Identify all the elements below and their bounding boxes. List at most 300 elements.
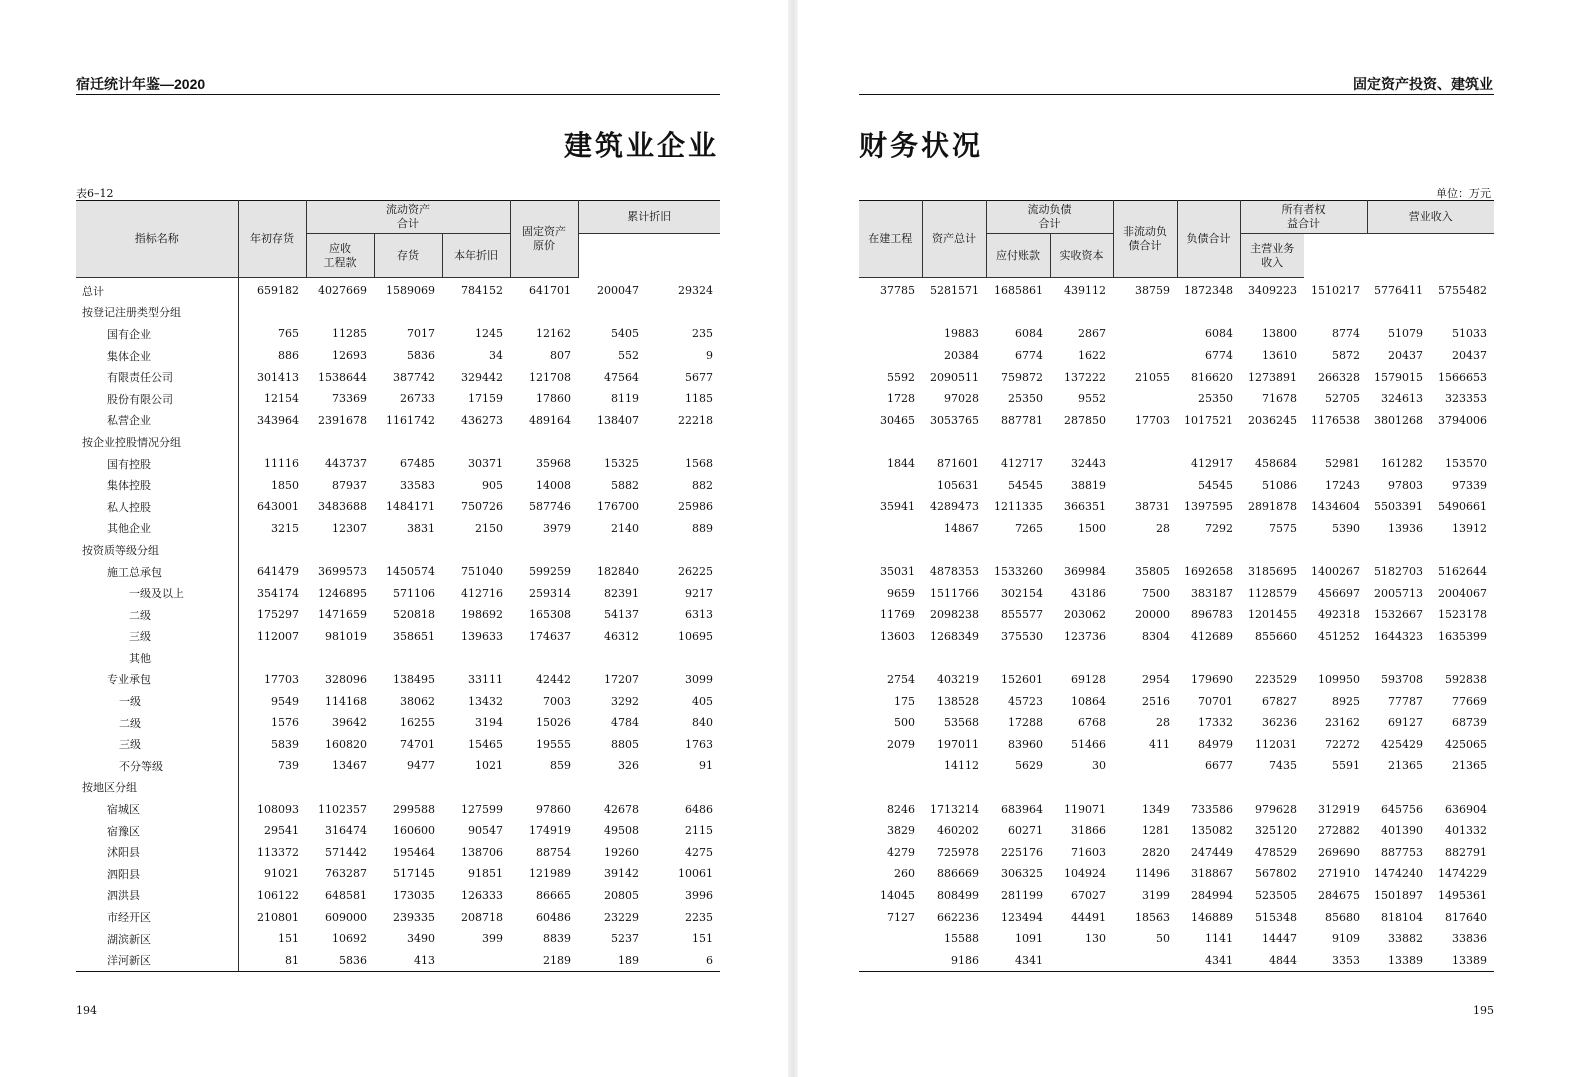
right-page xyxy=(793,0,1587,1077)
table-cell xyxy=(859,539,922,561)
table-cell: 35968 xyxy=(536,457,572,471)
table-cell: 1349 xyxy=(1142,802,1170,816)
table-cell: 86665 xyxy=(536,888,572,902)
table-cell: 189 xyxy=(578,949,646,971)
col-header-owners-equity: 所有者权 益合计 xyxy=(1240,201,1367,234)
table-cell: 29541 xyxy=(264,824,299,838)
table-cell: 15588 xyxy=(944,932,979,946)
table-cell xyxy=(859,474,922,496)
table-cell: 113372 xyxy=(257,845,299,859)
table-cell: 807 xyxy=(550,349,572,363)
table-cell: 15465 xyxy=(468,737,504,751)
table-cell xyxy=(306,539,374,561)
table-cell: 587746 xyxy=(529,500,572,514)
table-cell: 412917 xyxy=(1191,457,1233,471)
table-cell: 28 xyxy=(1156,521,1170,535)
table-cell: 326 xyxy=(618,759,640,773)
table-cell: 2090511 xyxy=(930,370,979,384)
table-cell: 2820 xyxy=(1142,845,1170,859)
table-cell: 81 xyxy=(238,949,306,971)
table-cell: 14112 xyxy=(944,759,979,773)
table-cell: 12154 xyxy=(264,392,299,406)
table-cell: 1692658 xyxy=(1184,565,1233,579)
table-cell xyxy=(1050,949,1113,971)
table-cell: 160600 xyxy=(393,824,435,838)
table-cell: 14045 xyxy=(880,888,915,902)
table-cell: 10864 xyxy=(1071,694,1106,708)
table-cell xyxy=(374,647,442,669)
table-cell xyxy=(1050,539,1113,561)
table-cell xyxy=(859,755,922,777)
table-row xyxy=(859,626,1494,648)
table-cell: 1510217 xyxy=(1311,284,1360,298)
table-cell xyxy=(646,431,720,453)
table-cell: 21365 xyxy=(1452,759,1487,773)
table-cell: 174919 xyxy=(529,824,572,838)
row-label: 施工总承包 xyxy=(76,561,238,583)
table-cell: 3292 xyxy=(611,694,640,708)
table-cell: 7575 xyxy=(1269,521,1297,535)
table-cell: 31866 xyxy=(1071,824,1106,838)
table-row xyxy=(859,820,1494,842)
table-cell: 1566653 xyxy=(1438,370,1487,384)
table-cell: 1635399 xyxy=(1438,629,1487,643)
row-label: 泗洪县 xyxy=(76,885,238,907)
table-cell: 36236 xyxy=(1262,716,1297,730)
table-cell: 425429 xyxy=(1381,737,1423,751)
table-cell xyxy=(442,302,510,324)
table-cell: 14867 xyxy=(944,521,979,535)
table-cell: 11285 xyxy=(332,327,367,341)
table-cell: 523505 xyxy=(1255,888,1297,902)
table-cell: 3483688 xyxy=(318,500,367,514)
table-cell: 112031 xyxy=(1255,737,1297,751)
table-cell: 152601 xyxy=(1001,672,1043,686)
table-cell xyxy=(306,647,374,669)
table-cell xyxy=(578,647,646,669)
table-row xyxy=(859,539,1494,561)
table-cell xyxy=(442,431,510,453)
table-cell: 299588 xyxy=(393,802,435,816)
table-cell: 2867 xyxy=(1078,327,1106,341)
table-row xyxy=(859,410,1494,432)
table-cell: 375530 xyxy=(1001,629,1043,643)
table-cell: 25350 xyxy=(1008,392,1043,406)
table-cell: 271910 xyxy=(1318,867,1360,881)
table-row xyxy=(76,345,720,367)
col-header-current-liabilities: 流动负债 合计 xyxy=(986,201,1113,234)
table-cell xyxy=(1430,539,1494,561)
table-cell: 35805 xyxy=(1135,565,1170,579)
table-cell: 405 xyxy=(692,694,714,708)
table-cell: 1246895 xyxy=(318,586,367,600)
table-cell: 21055 xyxy=(1135,370,1170,384)
table-cell xyxy=(1240,539,1304,561)
table-cell: 269690 xyxy=(1318,845,1360,859)
table-cell: 17332 xyxy=(1198,716,1233,730)
table-cell: 1471659 xyxy=(318,608,367,622)
table-cell: 1397595 xyxy=(1184,500,1233,514)
table-cell: 4341 xyxy=(1177,949,1240,971)
table-cell: 239335 xyxy=(393,910,435,924)
table-row xyxy=(76,366,720,388)
table-cell xyxy=(986,647,1050,669)
table-cell: 13467 xyxy=(332,759,367,773)
row-label: 按登记注册类型分组 xyxy=(76,302,238,324)
table-cell: 97860 xyxy=(536,802,572,816)
table-cell: 383187 xyxy=(1191,586,1233,600)
table-cell: 105631 xyxy=(937,478,979,492)
table-cell xyxy=(578,539,646,561)
table-cell: 112007 xyxy=(257,629,299,643)
table-cell: 5182703 xyxy=(1374,565,1423,579)
table-cell: 121708 xyxy=(529,370,572,384)
table-cell xyxy=(1177,539,1240,561)
table-number: 表6–12 xyxy=(76,187,114,200)
row-label: 专业承包 xyxy=(76,669,238,691)
table-cell: 70701 xyxy=(1198,694,1233,708)
table-cell xyxy=(986,302,1050,324)
table-cell: 284994 xyxy=(1191,888,1233,902)
table-cell: 17288 xyxy=(1008,716,1043,730)
table-cell xyxy=(1367,302,1430,324)
table-cell: 2891878 xyxy=(1248,500,1297,514)
table-cell: 19883 xyxy=(944,327,979,341)
table-cell: 312919 xyxy=(1318,802,1360,816)
table-row xyxy=(859,777,1494,799)
row-label: 按地区分组 xyxy=(76,777,238,799)
table-cell: 2150 xyxy=(475,521,504,535)
table-cell: 662236 xyxy=(937,910,979,924)
table-cell: 1850 xyxy=(271,478,299,492)
table-row xyxy=(859,431,1494,453)
table-row xyxy=(76,733,720,755)
table-cell: 10695 xyxy=(678,629,714,643)
table-row xyxy=(859,669,1494,691)
row-label: 宿城区 xyxy=(76,798,238,820)
row-label: 集体企业 xyxy=(76,345,238,367)
table-cell: 2115 xyxy=(685,824,714,838)
page-title-right: 财务状况 xyxy=(859,129,984,162)
table-cell: 17207 xyxy=(604,672,640,686)
table-cell: 30 xyxy=(1092,759,1106,773)
row-label: 国有控股 xyxy=(76,453,238,475)
table-cell xyxy=(1050,777,1113,799)
table-row xyxy=(859,863,1494,885)
table-cell: 91851 xyxy=(468,867,504,881)
table-row xyxy=(859,712,1494,734)
table-cell: 51466 xyxy=(1071,737,1106,751)
table-row xyxy=(859,496,1494,518)
table-cell: 515348 xyxy=(1255,910,1297,924)
table-cell: 52981 xyxy=(1325,457,1360,471)
table-cell: 19260 xyxy=(604,845,640,859)
table-cell: 1102357 xyxy=(318,802,367,816)
table-cell: 1474240 xyxy=(1374,867,1423,881)
table-cell: 1128579 xyxy=(1248,586,1297,600)
table-cell: 38819 xyxy=(1071,478,1106,492)
table-cell: 210801 xyxy=(257,910,299,924)
table-cell: 1511766 xyxy=(930,586,979,600)
row-label: 国有企业 xyxy=(76,323,238,345)
table-cell: 22218 xyxy=(678,413,714,427)
table-cell xyxy=(1304,431,1367,453)
table-cell: 25350 xyxy=(1198,392,1233,406)
table-cell: 3831 xyxy=(407,521,435,535)
table-cell: 882791 xyxy=(1445,845,1487,859)
table-cell: 8304 xyxy=(1142,629,1170,643)
table-cell: 871601 xyxy=(937,457,979,471)
table-cell xyxy=(1240,431,1304,453)
table-cell: 366351 xyxy=(1064,500,1106,514)
table-cell: 32443 xyxy=(1071,457,1106,471)
table-cell: 413 xyxy=(374,949,442,971)
table-cell: 10061 xyxy=(678,867,714,881)
table-cell xyxy=(646,302,720,324)
table-row xyxy=(76,604,720,626)
table-cell: 97028 xyxy=(944,392,979,406)
table-cell xyxy=(1367,539,1430,561)
table-cell: 5237 xyxy=(611,932,640,946)
row-label: 股份有限公司 xyxy=(76,388,238,410)
table-row xyxy=(859,604,1494,626)
table-cell: 489164 xyxy=(529,413,572,427)
table-cell xyxy=(578,431,646,453)
table-cell: 302154 xyxy=(1001,586,1043,600)
col-header-total-liabilities: 负债合计 xyxy=(1177,201,1240,278)
table-cell: 5592 xyxy=(887,370,915,384)
table-cell: 8774 xyxy=(1332,327,1360,341)
table-cell: 1141 xyxy=(1205,932,1233,946)
table-cell: 9217 xyxy=(685,586,714,600)
table-cell: 9109 xyxy=(1332,932,1360,946)
table-cell: 9659 xyxy=(887,586,915,600)
table-cell: 739 xyxy=(278,759,299,773)
table-row xyxy=(76,388,720,410)
col-header-current-assets: 流动资产 合计 xyxy=(306,201,510,234)
table-cell: 3490 xyxy=(407,932,435,946)
row-label: 一级 xyxy=(76,690,238,712)
table-row xyxy=(76,431,720,453)
table-cell: 127599 xyxy=(461,802,504,816)
table-cell: 759872 xyxy=(1001,370,1043,384)
table-cell: 60271 xyxy=(1008,824,1043,838)
table-cell: 301413 xyxy=(257,370,299,384)
table-cell: 1201455 xyxy=(1248,608,1297,622)
table-cell: 83960 xyxy=(1008,737,1043,751)
table-row xyxy=(859,302,1494,324)
table-cell: 4844 xyxy=(1240,949,1304,971)
table-cell: 6486 xyxy=(685,802,714,816)
table-cell: 126333 xyxy=(461,888,504,902)
table-row xyxy=(76,453,720,475)
table-cell xyxy=(374,302,442,324)
table-cell xyxy=(578,302,646,324)
table-cell xyxy=(922,539,986,561)
table-cell xyxy=(1113,647,1177,669)
row-label: 宿豫区 xyxy=(76,820,238,842)
running-head-left: 宿迁统计年鉴—2020 xyxy=(76,76,206,92)
table-cell: 4289473 xyxy=(930,500,979,514)
table-cell: 1245 xyxy=(475,327,504,341)
table-cell: 520818 xyxy=(393,608,435,622)
table-cell: 1021 xyxy=(475,759,504,773)
table-cell xyxy=(1177,777,1240,799)
table-cell: 412716 xyxy=(461,586,504,600)
table-cell: 401390 xyxy=(1381,824,1423,838)
table-cell: 10692 xyxy=(332,932,367,946)
data-table-left xyxy=(76,200,720,972)
col-header-accounts-payable: 应付账款 xyxy=(986,234,1050,278)
table-cell: 7292 xyxy=(1205,521,1233,535)
table-cell xyxy=(510,777,578,799)
table-cell: 54545 xyxy=(1008,478,1043,492)
table-cell: 645756 xyxy=(1381,802,1423,816)
table-cell: 90547 xyxy=(468,824,504,838)
table-cell: 325120 xyxy=(1255,824,1297,838)
table-row xyxy=(859,755,1494,777)
col-header-total-assets: 资产总计 xyxy=(922,201,986,278)
table-cell: 25986 xyxy=(678,500,714,514)
table-cell: 23229 xyxy=(604,910,640,924)
table-cell: 5405 xyxy=(611,327,640,341)
table-row xyxy=(859,798,1494,820)
table-cell: 882 xyxy=(692,478,714,492)
table-cell: 886 xyxy=(278,349,299,363)
table-cell: 91 xyxy=(699,759,714,773)
table-cell: 14447 xyxy=(1262,932,1297,946)
table-cell: 4878353 xyxy=(930,565,979,579)
table-cell: 29324 xyxy=(678,284,714,298)
table-cell: 46312 xyxy=(604,629,640,643)
col-header-receivable-projects: 应收 工程款 xyxy=(306,234,374,278)
table-cell: 1533260 xyxy=(994,565,1043,579)
table-cell: 343964 xyxy=(257,413,299,427)
table-cell: 104924 xyxy=(1064,867,1106,881)
table-cell: 4784 xyxy=(611,716,640,730)
table-cell: 5882 xyxy=(611,478,640,492)
table-row xyxy=(76,278,720,302)
data-table-right xyxy=(859,200,1494,972)
table-cell xyxy=(442,647,510,669)
table-cell xyxy=(510,539,578,561)
table-cell: 354174 xyxy=(257,586,299,600)
table-cell xyxy=(306,777,374,799)
table-cell: 6084 xyxy=(1205,327,1233,341)
table-row xyxy=(76,906,720,928)
table-cell: 14008 xyxy=(536,478,572,492)
table-cell xyxy=(238,777,306,799)
table-cell xyxy=(1240,302,1304,324)
table-cell: 1844 xyxy=(887,457,915,471)
table-cell: 11496 xyxy=(1135,867,1170,881)
table-cell: 592838 xyxy=(1445,672,1487,686)
table-cell xyxy=(1113,323,1177,345)
table-cell xyxy=(646,777,720,799)
table-cell: 39642 xyxy=(332,716,367,730)
table-cell: 571442 xyxy=(325,845,367,859)
table-cell: 451252 xyxy=(1318,629,1360,643)
table-row xyxy=(859,841,1494,863)
table-row xyxy=(859,928,1494,950)
table-cell: 18563 xyxy=(1135,910,1170,924)
table-cell: 5677 xyxy=(685,370,714,384)
table-row xyxy=(76,582,720,604)
table-cell: 123736 xyxy=(1064,629,1106,643)
table-cell: 20437 xyxy=(1388,349,1423,363)
table-cell: 641701 xyxy=(529,284,572,298)
table-cell xyxy=(922,302,986,324)
table-cell: 130 xyxy=(1085,932,1106,946)
table-cell: 751040 xyxy=(461,565,504,579)
table-cell: 3996 xyxy=(685,888,714,902)
table-cell: 1713214 xyxy=(930,802,979,816)
table-cell: 35941 xyxy=(880,500,915,514)
table-cell: 23162 xyxy=(1325,716,1360,730)
table-row xyxy=(76,885,720,907)
table-cell xyxy=(1113,345,1177,367)
table-cell: 1211335 xyxy=(994,500,1043,514)
table-cell xyxy=(1430,647,1494,669)
table-cell: 399 xyxy=(482,932,504,946)
table-cell: 45723 xyxy=(1008,694,1043,708)
table-cell xyxy=(1113,949,1177,971)
table-cell xyxy=(510,431,578,453)
table-cell: 3353 xyxy=(1304,949,1367,971)
table-cell: 1434604 xyxy=(1311,500,1360,514)
table-row xyxy=(859,690,1494,712)
table-cell xyxy=(859,323,922,345)
table-row xyxy=(76,841,720,863)
table-cell: 13936 xyxy=(1388,521,1423,535)
table-cell: 13603 xyxy=(880,629,915,643)
table-cell: 203062 xyxy=(1064,608,1106,622)
table-cell: 17703 xyxy=(1135,413,1170,427)
table-cell: 763287 xyxy=(325,867,367,881)
table-cell xyxy=(374,777,442,799)
table-cell: 108093 xyxy=(257,802,299,816)
table-cell xyxy=(859,928,922,950)
table-cell: 197011 xyxy=(937,737,979,751)
table-cell: 260 xyxy=(894,867,915,881)
table-cell: 138407 xyxy=(597,413,640,427)
table-cell xyxy=(646,539,720,561)
table-cell: 456697 xyxy=(1318,586,1360,600)
table-cell xyxy=(1113,388,1177,410)
table-cell: 1523178 xyxy=(1438,608,1487,622)
col-header-inventory: 存货 xyxy=(374,234,442,278)
row-label: 按资质等级分组 xyxy=(76,539,238,561)
table-cell: 859 xyxy=(550,759,572,773)
col-header-opening-inventory: 年初存货 xyxy=(238,201,306,278)
table-cell: 2235 xyxy=(685,910,714,924)
table-cell: 235 xyxy=(692,327,714,341)
table-cell: 460202 xyxy=(937,824,979,838)
table-cell: 5490661 xyxy=(1438,500,1487,514)
table-row xyxy=(76,669,720,691)
table-cell: 33882 xyxy=(1388,932,1423,946)
table-cell: 2079 xyxy=(887,737,915,751)
table-cell: 492318 xyxy=(1318,608,1360,622)
table-cell: 9552 xyxy=(1078,392,1106,406)
table-cell: 6677 xyxy=(1205,759,1233,773)
table-cell xyxy=(1367,647,1430,669)
table-cell: 659182 xyxy=(257,284,299,298)
row-label: 二级 xyxy=(76,604,238,626)
table-cell: 7003 xyxy=(543,694,572,708)
table-cell: 5755482 xyxy=(1438,284,1487,298)
col-header-fixed-assets: 固定资产 原价 xyxy=(510,201,578,278)
